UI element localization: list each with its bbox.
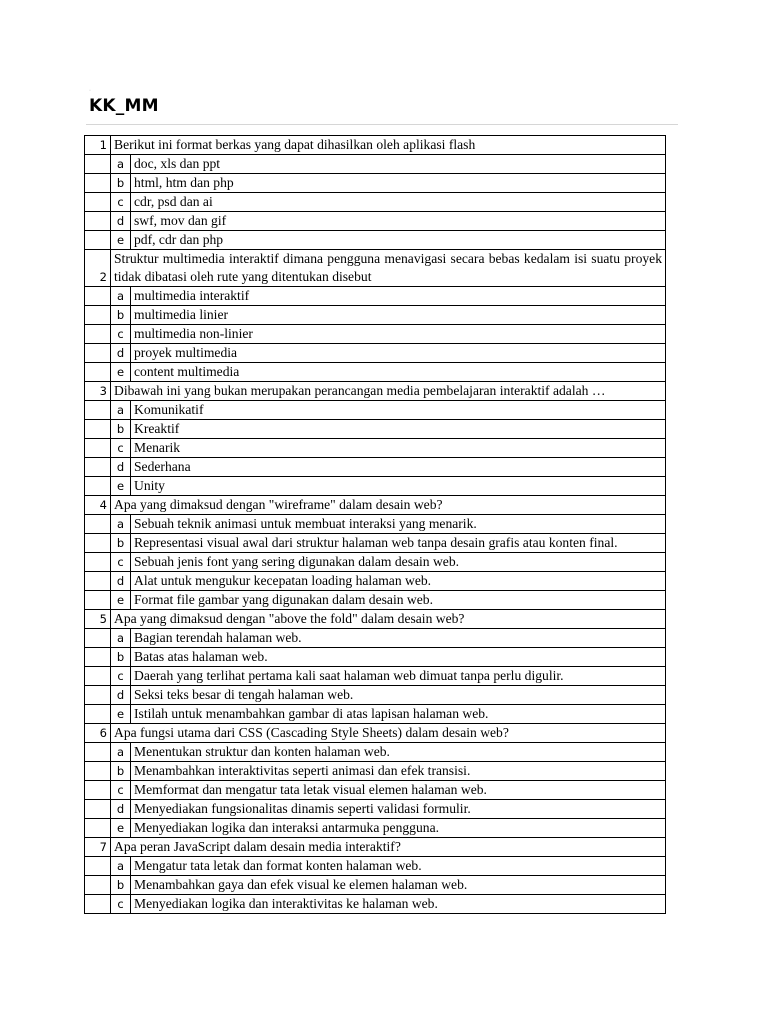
blank-cell [85,857,111,876]
question-text: Apa yang dimaksud dengan "above the fold" dalam desain web? [111,610,666,629]
option-letter: c [111,781,131,800]
blank-cell [85,895,111,914]
option-text: Mengatur tata letak dan format konten halaman web. [131,857,666,876]
option-text: html, htm dan php [131,174,666,193]
question-text: Apa yang dimaksud dengan "wireframe" dalam desain web? [111,496,666,515]
option-row [85,401,666,420]
option-row [85,591,666,610]
option-letter: b [111,534,131,553]
option-text: Kreaktif [131,420,666,439]
option-letter: e [111,363,131,382]
option-text: Bagian terendah halaman web. [131,629,666,648]
blank-cell [85,344,111,363]
option-letter: d [111,572,131,591]
option-letter: d [111,686,131,705]
option-row [85,629,666,648]
option-letter: c [111,553,131,572]
question-text: Apa peran JavaScript dalam desain media interaktif? [111,838,666,857]
option-row [85,212,666,231]
question-row [85,250,666,287]
option-text: Unity [131,477,666,496]
blank-cell [85,648,111,667]
option-row [85,344,666,363]
blank-cell [85,667,111,686]
question-row [85,136,666,155]
title-divider [86,124,678,125]
option-letter: a [111,629,131,648]
option-row [85,781,666,800]
option-letter: b [111,306,131,325]
blank-cell [85,572,111,591]
blank-cell [85,800,111,819]
option-letter: a [111,155,131,174]
blank-cell [85,553,111,572]
option-text: Menambahkan gaya dan efek visual ke elemen halaman web. [131,876,666,895]
option-text: swf, mov dan gif [131,212,666,231]
blank-cell [85,477,111,496]
option-text: multimedia interaktif [131,287,666,306]
option-row [85,800,666,819]
option-row [85,876,666,895]
option-text: Istilah untuk menambahkan gambar di atas lapisan halaman web. [131,705,666,724]
option-row [85,686,666,705]
option-row [85,515,666,534]
option-row [85,174,666,193]
option-text: Menyediakan fungsionalitas dinamis seperti validasi formulir. [131,800,666,819]
question-number: 6 [85,724,111,743]
option-text: multimedia linier [131,306,666,325]
option-row [85,231,666,250]
blank-cell [85,287,111,306]
blank-cell [85,534,111,553]
option-text: Representasi visual awal dari struktur halaman web tanpa desain grafis atau konten final. [131,534,666,553]
question-number: 4 [85,496,111,515]
option-text: multimedia non-linier [131,325,666,344]
option-text: Alat untuk mengukur kecepatan loading halaman web. [131,572,666,591]
option-letter: a [111,401,131,420]
blank-cell [85,629,111,648]
option-text: Sebuah teknik animasi untuk membuat interaksi yang menarik. [131,515,666,534]
option-row [85,193,666,212]
option-row [85,743,666,762]
blank-cell [85,439,111,458]
question-number: 5 [85,610,111,629]
option-row [85,705,666,724]
question-text: Struktur multimedia interaktif dimana pengguna menavigasi secara bebas kedalam isi suatu proyek tidak dibatasi oleh rute yang ditentukan disebut [111,250,666,287]
blank-cell [85,193,111,212]
blank-cell [85,781,111,800]
option-letter: b [111,876,131,895]
blank-cell [85,325,111,344]
question-number: 3 [85,382,111,401]
option-row [85,439,666,458]
option-letter: d [111,212,131,231]
blank-cell [85,363,111,382]
option-letter: d [111,344,131,363]
option-row [85,819,666,838]
option-letter: c [111,193,131,212]
option-row [85,155,666,174]
question-text: Apa fungsi utama dari CSS (Cascading Style Sheets) dalam desain web? [111,724,666,743]
blank-cell [85,762,111,781]
option-text: Sebuah jenis font yang sering digunakan dalam desain web. [131,553,666,572]
option-letter: b [111,174,131,193]
option-text: Sederhana [131,458,666,477]
option-text: Menambahkan interaktivitas seperti animasi dan efek transisi. [131,762,666,781]
option-letter: e [111,705,131,724]
question-row [85,496,666,515]
blank-cell [85,743,111,762]
blank-cell [85,705,111,724]
blank-cell [85,174,111,193]
blank-cell [85,155,111,174]
option-row [85,762,666,781]
question-row [85,724,666,743]
option-text: Menyediakan logika dan interaktivitas ke halaman web. [131,895,666,914]
blank-cell [85,819,111,838]
option-row [85,325,666,344]
option-text: Komunikatif [131,401,666,420]
option-text: Daerah yang terlihat pertama kali saat halaman web dimuat tanpa perlu digulir. [131,667,666,686]
blank-cell [85,420,111,439]
blank-cell [85,231,111,250]
blank-cell [85,686,111,705]
option-row [85,553,666,572]
document-title: KK_MM [89,96,159,116]
option-text: Memformat dan mengatur tata letak visual elemen halaman web. [131,781,666,800]
question-number: 1 [85,136,111,155]
question-text: Berikut ini format berkas yang dapat dihasilkan oleh aplikasi flash [111,136,666,155]
option-text: Menyediakan logika dan interaksi antarmuka pengguna. [131,819,666,838]
option-letter: c [111,325,131,344]
option-letter: d [111,458,131,477]
option-text: proyek multimedia [131,344,666,363]
option-letter: c [111,439,131,458]
blank-cell [85,212,111,231]
option-row [85,420,666,439]
blank-cell [85,401,111,420]
option-letter: e [111,591,131,610]
option-letter: c [111,667,131,686]
option-letter: a [111,857,131,876]
question-table [84,135,666,914]
corner-mark: · [89,88,91,94]
option-letter: a [111,743,131,762]
option-letter: b [111,762,131,781]
option-letter: b [111,420,131,439]
option-letter: e [111,819,131,838]
blank-cell [85,306,111,325]
option-letter: d [111,800,131,819]
option-letter: a [111,287,131,306]
blank-cell [85,458,111,477]
option-row [85,363,666,382]
option-row [85,287,666,306]
option-row [85,857,666,876]
question-number: 2 [85,250,111,287]
option-text: Menarik [131,439,666,458]
option-letter: c [111,895,131,914]
option-text: Batas atas halaman web. [131,648,666,667]
option-text: doc, xls dan ppt [131,155,666,174]
option-text: pdf, cdr dan php [131,231,666,250]
question-row [85,610,666,629]
option-row [85,648,666,667]
option-letter: a [111,515,131,534]
option-row [85,534,666,553]
option-text: Menentukan struktur dan konten halaman web. [131,743,666,762]
question-row [85,382,666,401]
option-row [85,306,666,325]
option-letter: e [111,477,131,496]
option-text: Seksi teks besar di tengah halaman web. [131,686,666,705]
option-row [85,477,666,496]
question-row [85,838,666,857]
option-row [85,895,666,914]
blank-cell [85,515,111,534]
option-letter: e [111,231,131,250]
option-text: Format file gambar yang digunakan dalam desain web. [131,591,666,610]
option-text: cdr, psd dan ai [131,193,666,212]
option-row [85,572,666,591]
option-row [85,458,666,477]
blank-cell [85,591,111,610]
option-letter: b [111,648,131,667]
option-text: content multimedia [131,363,666,382]
blank-cell [85,876,111,895]
question-number: 7 [85,838,111,857]
option-row [85,667,666,686]
question-text: Dibawah ini yang bukan merupakan perancangan media pembelajaran interaktif adalah … [111,382,666,401]
